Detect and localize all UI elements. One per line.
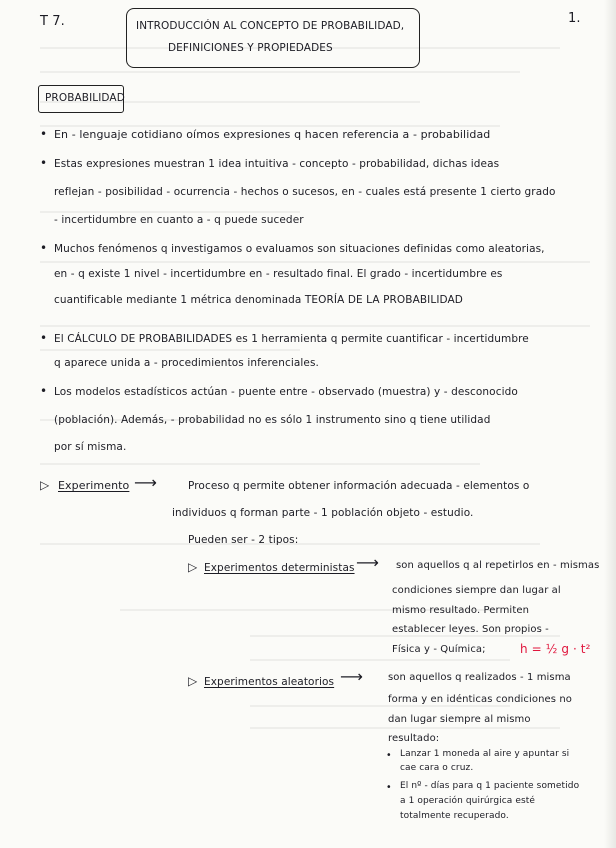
deterministic-label: Experimentos deterministas (204, 562, 355, 574)
example-line: totalmente recuperado. (400, 811, 509, 821)
title-line-2: DEFINICIONES Y PROPIEDADES (168, 42, 333, 54)
bullet-dot: • (40, 384, 48, 398)
example-bullet-dot: • (386, 782, 392, 793)
example-line: El nº - días para q 1 paciente sometido (400, 781, 580, 791)
bullet-line: El CÁLCULO DE PROBABILIDADES es 1 herramienta q permite cuantificar - incertidumbre (54, 333, 529, 345)
bullet-dot: • (40, 156, 48, 170)
definition-line: Proceso q permite obtener información adecuada - elementos o (188, 480, 530, 492)
random-description: dan lugar siempre al mismo (388, 714, 531, 725)
section-label: PROBABILIDAD (45, 92, 125, 104)
right-arrow-icon: ⟶ (134, 473, 158, 492)
right-arrow-icon: ⟶ (340, 667, 364, 686)
title-line-1: INTRODUCCIÓN AL CONCEPTO DE PROBABILIDAD, (136, 20, 405, 32)
example-line: a 1 operación quirúrgica esté (400, 796, 536, 806)
definition-line: Pueden ser - 2 tipos: (188, 534, 299, 546)
random-description: son aquellos q realizados - 1 misma (388, 672, 571, 683)
bullet-dot: • (40, 331, 48, 345)
arrow-head-icon: ▷ (188, 560, 198, 574)
random-description: forma y en idénticas condiciones no (388, 694, 573, 705)
arrow-head-icon: ▷ (40, 478, 50, 492)
arrow-head-icon: ▷ (188, 674, 198, 688)
bullet-line: cuantificable mediante 1 métrica denominada TEORÍA DE LA PROBABILIDAD (54, 294, 463, 306)
bullet-dot: • (40, 241, 48, 255)
bullet-line: (población). Además, - probabilidad no es sólo 1 instrumento sino q tiene utilidad (54, 414, 491, 426)
random-description: resultado: (388, 733, 440, 744)
title-box (126, 8, 420, 68)
bullet-dot: • (40, 127, 48, 141)
deterministic-description: condiciones siempre dan lugar al (392, 585, 561, 596)
bullet-line: Los modelos estadísticos actúan - puente entre - observado (muestra) y - desconocido (54, 386, 518, 398)
right-arrow-icon: ⟶ (356, 553, 380, 572)
random-label: Experimentos aleatorios (204, 676, 335, 688)
bullet-line: por sí misma. (54, 441, 127, 453)
bullet-line: - incertidumbre en cuanto a - q puede suceder (54, 214, 304, 226)
bullet-line: en - q existe 1 nivel - incertidumbre en - resultado final. El grado - incertidumbre es (54, 268, 503, 280)
deterministic-description: son aquellos q al repetirlos en - mismas (396, 560, 600, 571)
bullet-line: reflejan - posibilidad - ocurrencia - hechos o sucesos, en - cuales está presente 1 cierto grado (54, 186, 556, 198)
experimento-label: Experimento (58, 479, 130, 492)
bullet-line: En - lenguaje cotidiano oímos expresiones q hacen referencia a - probabilidad (54, 128, 491, 141)
example-bullet-dot: • (386, 750, 392, 761)
deterministic-description: establecer leyes. Son propios - (392, 624, 549, 635)
example-line: Lanzar 1 moneda al aire y apuntar si (400, 749, 570, 759)
page-edge-shadow (604, 0, 616, 848)
topic-number: T 7. (40, 14, 65, 29)
definition-line: individuos q forman parte - 1 población objeto - estudio. (172, 507, 474, 519)
bullet-line: q aparece unida a - procedimientos inferenciales. (54, 357, 319, 369)
deterministic-description: mismo resultado. Permiten (392, 605, 530, 616)
bullet-line: Estas expresiones muestran 1 idea intuitiva - concepto - probabilidad, dichas ideas (54, 158, 500, 170)
example-line: cae cara o cruz. (400, 763, 474, 773)
deterministic-description: Física y - Química; (392, 644, 486, 655)
bullet-line: Muchos fenómenos q investigamos o evaluamos son situaciones definidas como aleatorias, (54, 243, 545, 255)
page-number: 1. (568, 11, 581, 26)
physics-formula: h = ½ g · t² (520, 642, 591, 656)
